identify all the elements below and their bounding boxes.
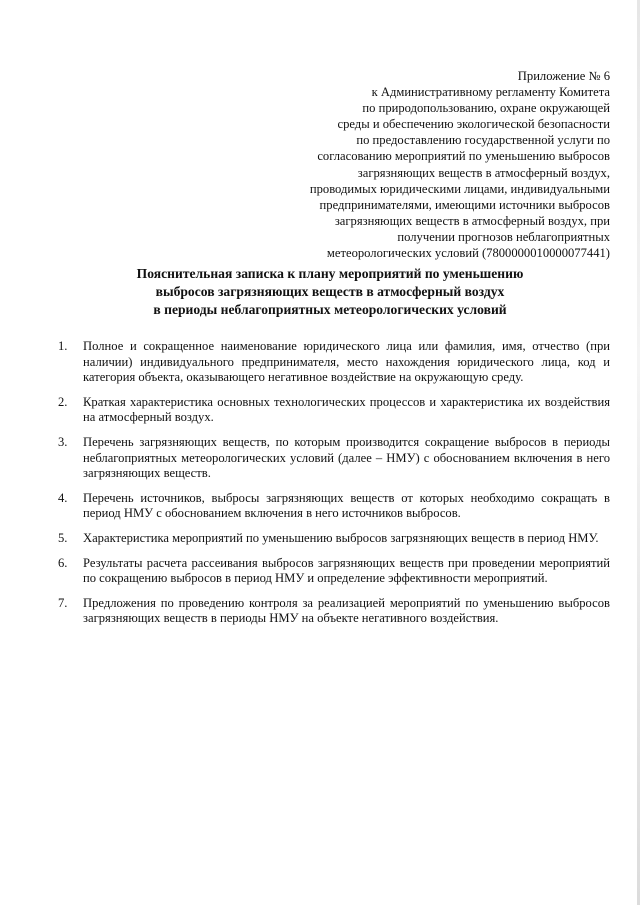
list-item [58,435,610,482]
item-number: 1. [58,339,68,353]
item-text: Перечень источников, выбросы загрязняющих веществ от которых необходимо сокращать в период НМУ с обоснованием включения в него источников выбросов. [83,490,610,521]
annex-line: загрязняющих веществ в атмосферный воздух, [357,165,610,180]
list-item [58,395,610,426]
item-number: 3. [58,434,68,449]
annex-line: предпринимателями, имеющими источники выбросов [319,197,610,212]
item-text: Результаты расчета рассеивания выбросов загрязняющих веществ при проведении мероприятий по сокращению выбросов в период НМУ и определение эффективности мероприятий. [83,555,610,586]
item-number: 2. [58,394,68,409]
annex-line: метеорологических условий (7800000010000077441) [326,246,610,261]
annex-line: по предоставлению государственной услуги по [356,133,610,148]
list-item [58,339,610,386]
annex-line: загрязняющих веществ в атмосферный воздух, при [334,213,610,228]
item-number: 7. [58,595,68,610]
annex-line: Приложение № 6 [517,69,610,83]
item-text: Полное и сокращенное наименование юридического лица или фамилия, имя, отчество (при наличии) индивидуального предпринимателя, место нахождения юридического лица, код и категория объекта, оказывающего негативное воздействие на окружающую среду. [83,339,610,385]
item-number: 4. [58,490,68,505]
title-line: в периоды неблагоприятных метеорологических условий [153,302,507,317]
annex-line: проводимых юридическими лицами, индивидуальными [309,181,610,196]
annex-line: по природопользованию, охране окружающей [362,101,610,116]
annex-header [280,68,610,261]
item-text: Перечень загрязняющих веществ, по которым производится сокращение выбросов в периоды неблагоприятных метеорологических условий (далее – НМУ) с обоснованием включения в него загрязняющих веществ. [83,434,610,481]
item-number: 6. [58,555,68,570]
list-item [58,491,610,522]
annex-line: среды и обеспечению экологической безопасности [337,117,610,132]
item-text: Предложения по проведению контроля за реализацией мероприятий по уменьшению выбросов загрязняющих веществ в периоды НМУ на объекте негативного воздействия. [83,595,610,626]
list-item [58,531,610,547]
item-number: 5. [58,530,68,545]
annex-line: согласованию мероприятий по уменьшению выбросов [317,149,610,164]
list-item [58,596,610,627]
annex-line: к Административному регламенту Комитета [371,85,610,100]
item-text: Характеристика мероприятий по уменьшению выбросов загрязняющих веществ в период НМУ. [83,530,599,545]
document-title [80,265,580,319]
title-line: Пояснительная записка к плану мероприятий по уменьшению [136,266,524,281]
title-line: выбросов загрязняющих веществ в атмосферный воздух [155,284,505,299]
list-item [58,556,610,587]
annex-line: получении прогнозов неблагоприятных [397,229,610,244]
item-text: Краткая характеристика основных технологических процессов и характеристика их воздействия на атмосферный воздух. [83,394,610,425]
requirements-list [58,339,610,627]
